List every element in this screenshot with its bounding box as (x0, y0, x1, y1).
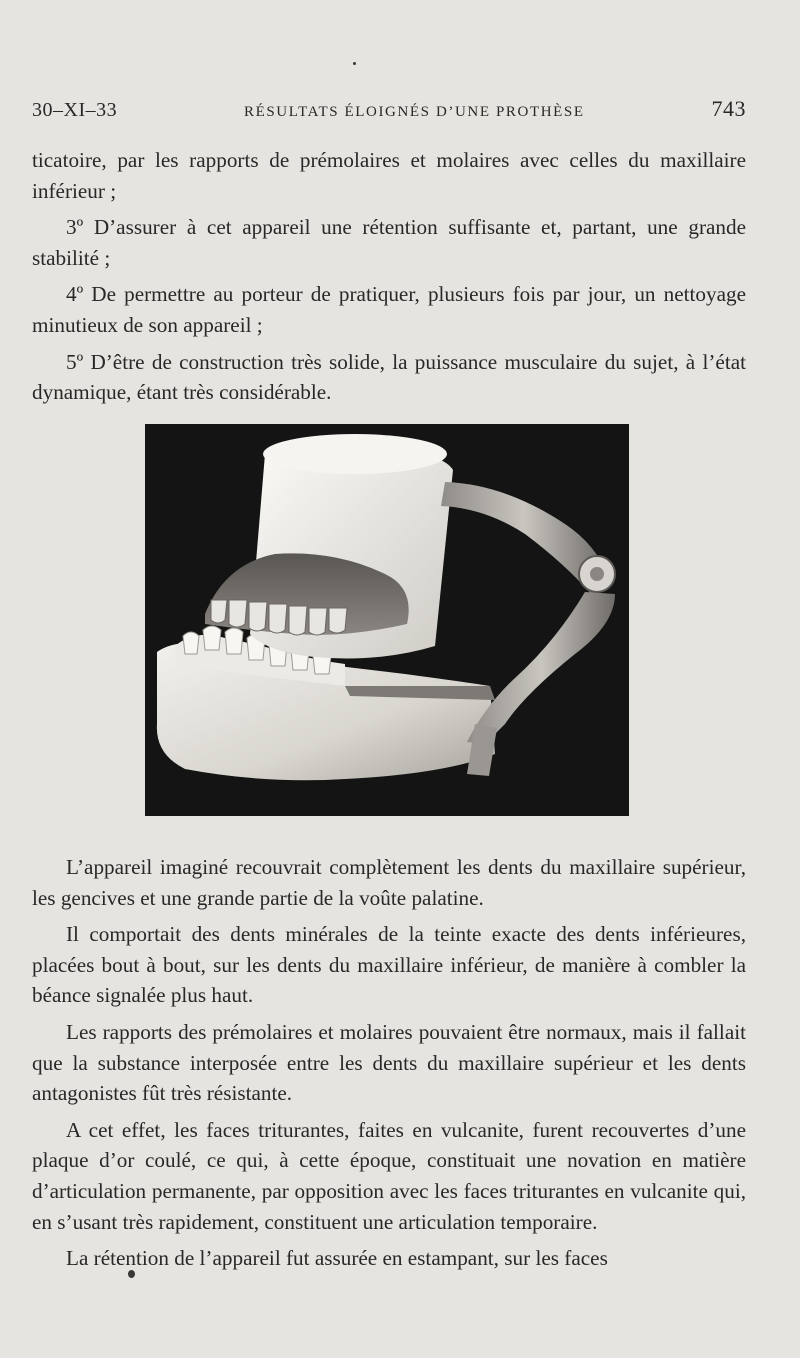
header-date: 30–XI–33 (32, 99, 118, 121)
header-title: RÉSULTATS ÉLOIGNÉS D’UNE PROTHÈSE (243, 104, 585, 120)
paragraph: 3º D’assurer à cet appareil une rétention suffisante et, partant, une grande stabilité ; (32, 215, 746, 270)
paragraph: La rétention de l’appareil fut assurée en estampant, sur les faces (66, 1246, 608, 1271)
paragraph: Les rapports des prémolaires et molaires pouvaient être normaux, mais il fallait que la substance interposée entre les dents du maxillaire supérieur et les dents antagonistes fût très résistante. (32, 1019, 746, 1106)
running-header (32, 96, 746, 124)
text-block-bottom (32, 852, 746, 1274)
photograph-dental-prosthesis (145, 424, 629, 816)
paragraph: 5º D’être de construction très solide, la puissance musculaire du sujet, à l’état dynamique, étant très considérable. (32, 349, 746, 405)
paragraph: A cet effet, les faces triturantes, faites en vulcanite, furent recouvertes d’une plaque d’or coulé, ce qui, à cette époque, constituait une novation en matière d’articulation permanente, par opposition avec les faces triturantes en vulcanite qui, en s’usant très rapidement, constituent une articulation temporaire. (32, 1117, 746, 1234)
ink-speck (353, 62, 356, 65)
paragraph: Il comportait des dents minérales de la teinte exacte des dents inférieures, placées bout à bout, sur les dents du maxillaire inférieur, de manière à combler la béance signalée plus haut. (32, 922, 746, 1008)
paragraph: L’appareil imaginé recouvrait complètement les dents du maxillaire supérieur, les gencives et une grande partie de la voûte palatine. (32, 855, 746, 910)
dental-cast-illustration (145, 424, 629, 816)
text-block-top (32, 145, 746, 408)
page-number: 743 (711, 96, 746, 121)
ink-speck (128, 1270, 135, 1278)
paragraph: ticatoire, par les rapports de prémolaires et molaires avec celles du maxillaire inférieur ; (32, 148, 746, 203)
paragraph: 4º De permettre au porteur de pratiquer, plusieurs fois par jour, un nettoyage minutieux de son appareil ; (32, 282, 746, 337)
